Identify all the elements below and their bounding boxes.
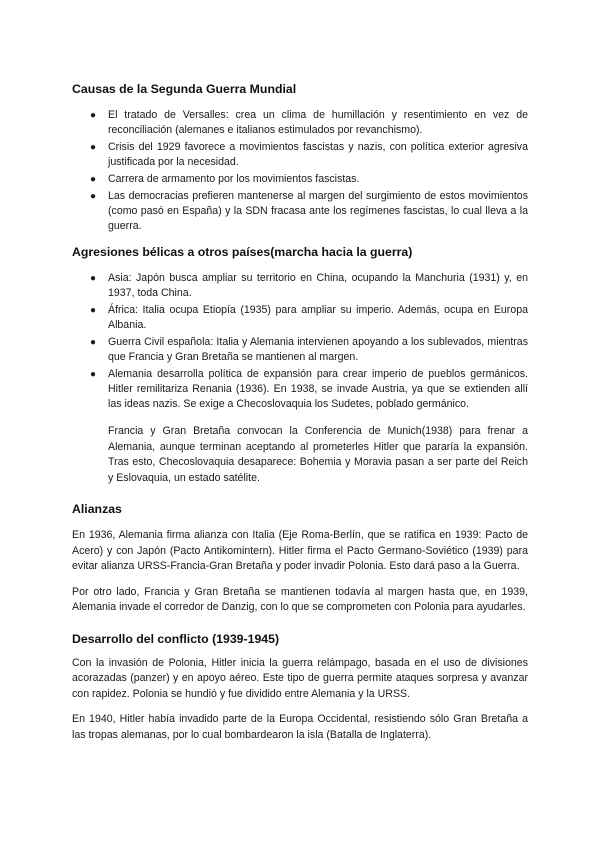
- bullet-icon: ●: [90, 174, 97, 185]
- list-item: ● Carrera de armamento por los movimientos fascistas.: [90, 173, 360, 185]
- section-title-aggressions: Agresiones bélicas a otros países(marcha hacia la guerra): [72, 245, 413, 259]
- list-item: ● Las democracias prefieren mantenerse al margen del surgimiento de estos movimientos (como pasó en España) y la SDN fracasa ante los regímenes fascistas, lo cual lleva a la guerra.: [90, 190, 528, 232]
- bullet-icon: ●: [90, 337, 97, 348]
- aggressions-list: [72, 271, 528, 412]
- document-content: [72, 80, 528, 743]
- bullet-icon: ●: [90, 273, 97, 284]
- munich-note: Francia y Gran Bretaña convocan la Conferencia de Munich(1938) para frenar a Alemania, aunque terminan aceptando al prometerles Hitler que pararía la expansión. Tras esto, Checoslovaquia desaparece: Bohemia y Moravia pasan a ser parte del Reich y Eslovaquia, un estado satélite.: [108, 425, 528, 484]
- list-item: ● Alemania desarrolla política de expansión para crear imperio de pueblos germánicos. Hitler remilitariza Renania (1936). En 1938, se invade Austria, ya que se extienden allí las ideas nazis. Se exige a Checoslovaquia los Sudetes, poblado germánico.: [90, 368, 528, 410]
- section-title-causes: Causas de la Segunda Guerra Mundial: [72, 82, 297, 96]
- causes-list: [72, 108, 528, 234]
- bullet-icon: ●: [90, 142, 97, 153]
- list-item: ● Guerra Civil española: Italia y Alemania intervienen apoyando a los sublevados, mientras que Francia y Gran Bretaña se mantienen al margen.: [90, 336, 528, 363]
- development-paragraph: Con la invasión de Polonia, Hitler inicia la guerra relámpago, basada en el uso de divisiones acorazadas (panzer) y en apoyo aéreo. Este tipo de guerra permite ataques sorpresa y avanzar con rapidez. Polonia se hundió y fue dividido entre Alemania y la URSS.: [72, 656, 528, 700]
- list-item: ● África: Italia ocupa Etiopía (1935) para ampliar su imperio. Además, ocupa en Europa Albania.: [90, 304, 528, 331]
- bullet-icon: ●: [90, 369, 97, 380]
- list-item: ● Asia: Japón busca ampliar su territorio en China, ocupando la Manchuria (1931) y, en 1937, toda China.: [90, 272, 528, 299]
- alliances-paragraph: En 1936, Alemania firma alianza con Italia (Eje Roma-Berlín, que se ratifica en 1939: Pacto de Acero) y con Japón (Pacto Antikomintern). Hitler firma el Pacto Germano-Soviético (1939) para evitar alianza URSS-Francia-Gran Bretaña y poder invadir Polonia. Esto dará paso a la Guerra.: [72, 529, 528, 572]
- list-item: ● Crisis del 1929 favorece a movimientos fascistas y nazis, con política exterior agresiva justificada por la necesidad.: [90, 141, 528, 168]
- bullet-icon: ●: [90, 110, 97, 121]
- development-paragraph: En 1940, Hitler había invadido parte de la Europa Occidental, resistiendo sólo Gran Bretaña a las tropas alemanas, por lo cual bombardearon la isla (Batalla de Inglaterra).: [72, 713, 528, 741]
- alliances-paragraph: Por otro lado, Francia y Gran Bretaña se mantienen todavía al margen hasta que, en 1939, Alemania invade el corredor de Danzig, con lo que se comprometen con Polonia para ayudarles.: [72, 585, 528, 613]
- bullet-icon: ●: [90, 191, 97, 202]
- section-title-development: Desarrollo del conflicto (1939-1945): [72, 631, 280, 646]
- list-item: ● El tratado de Versalles: crea un clima de humillación y resentimiento en vez de reconciliación (alemanes e italianos estimulados por revanchismo).: [90, 109, 528, 136]
- section-title-alliances: Alianzas: [72, 502, 122, 516]
- bullet-icon: ●: [90, 305, 97, 316]
